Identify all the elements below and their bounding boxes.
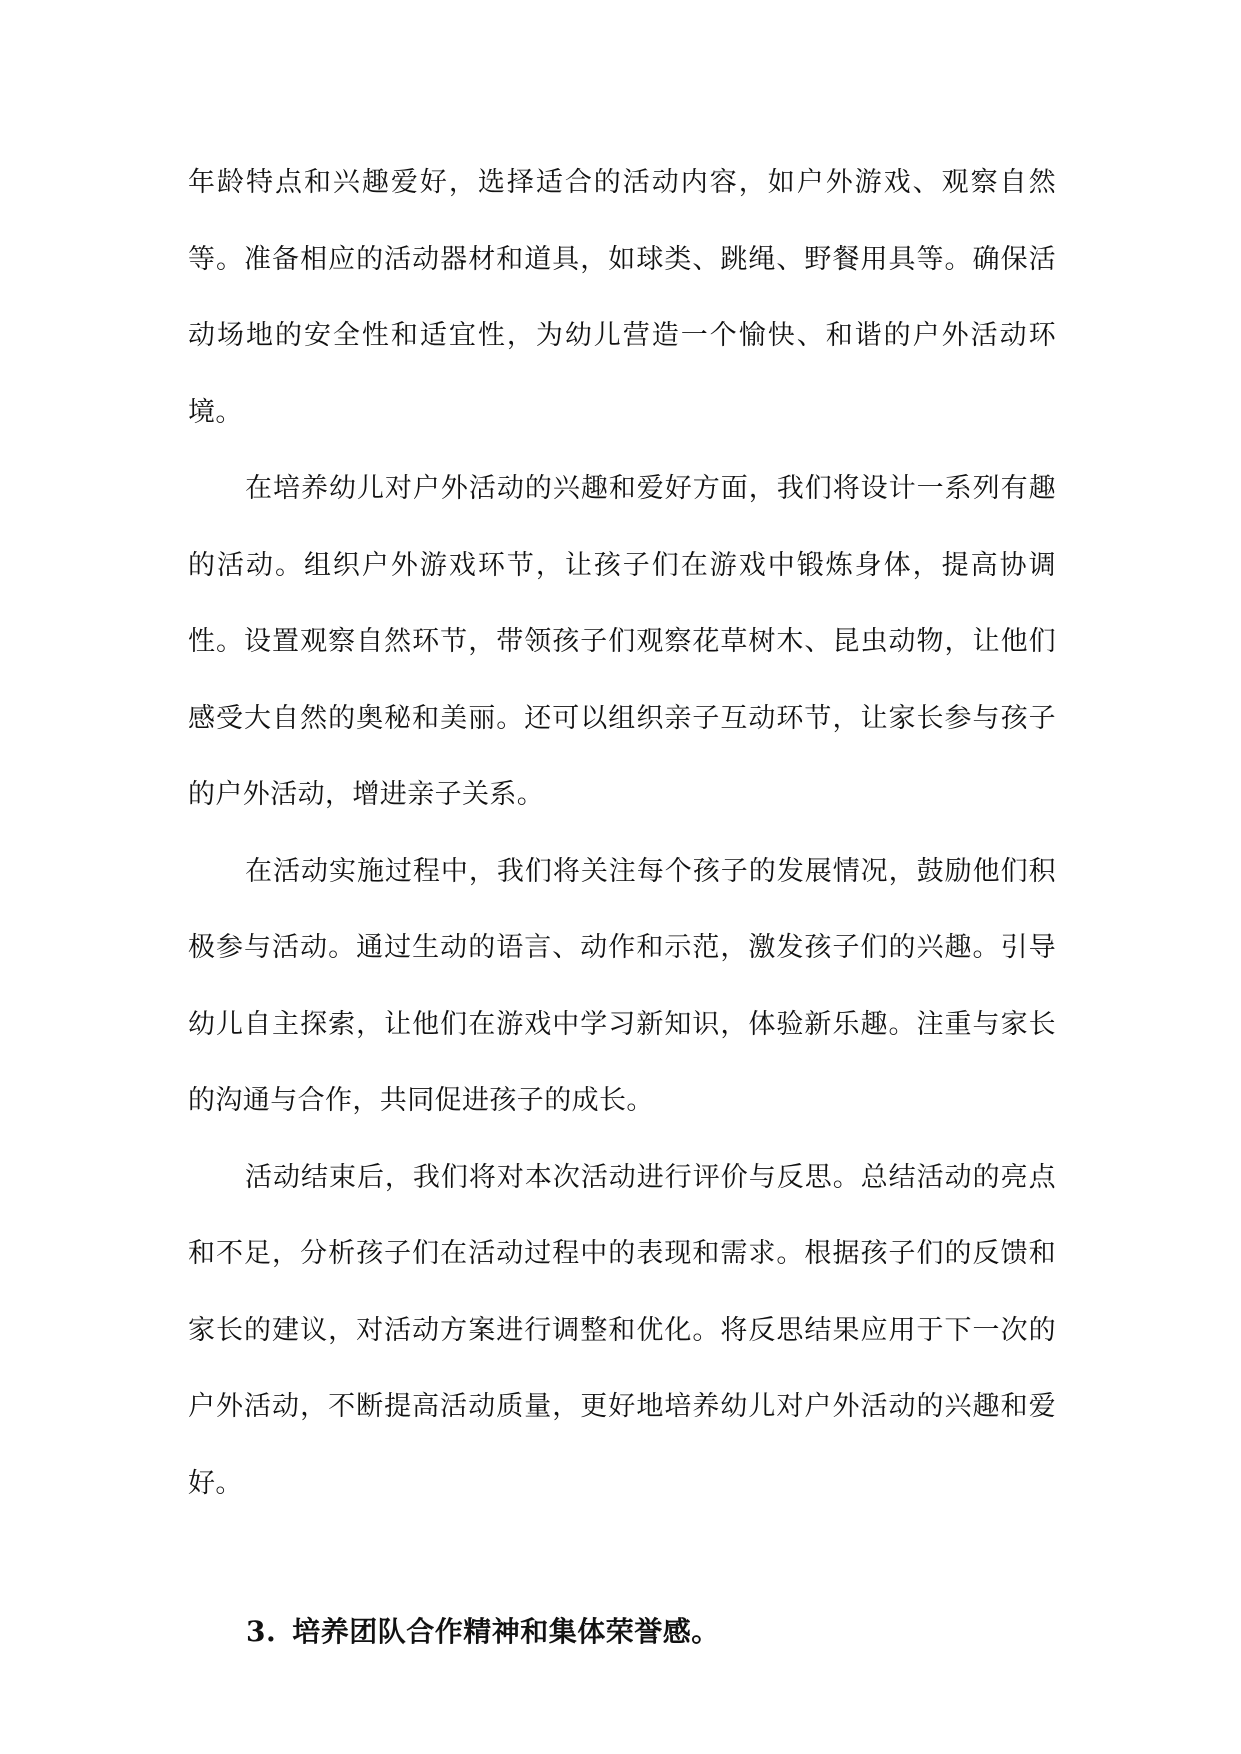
section-heading [246, 1612, 720, 1652]
section-number: 3. [246, 1615, 277, 1648]
paragraph-interest: 在培养幼儿对户外活动的兴趣和爱好方面，我们将设计一系列有趣的活动。组织户外游戏环节，让孩子们在游戏中锻炼身体，提高协调性。设置观察自然环节，带领孩子们观察花草树木、昆虫动物，让他们感受大自然的奥秘和美丽。还可以组织亲子互动环节，让家长参与孩子的户外活动，增进亲子关系。 [188, 473, 1056, 810]
paragraph-implementation: 在活动实施过程中，我们将关注每个孩子的发展情况，鼓励他们积极参与活动。通过生动的语言、动作和示范，激发孩子们的兴趣。引导幼儿自主探索，让他们在游戏中学习新知识，体验新乐趣。注重与家长的沟通与合作，共同促进孩子的成长。 [188, 855, 1056, 1116]
section-title: 培养团队合作精神和集体荣誉感。 [292, 1615, 720, 1648]
paragraph-reflection: 活动结束后，我们将对本次活动进行评价与反思。总结活动的亮点和不足，分析孩子们在活动过程中的表现和需求。根据孩子们的反馈和家长的建议，对活动方案进行调整和优化。将反思结果应用于下一次的户外活动，不断提高活动质量，更好地培养幼儿对户外活动的兴趣和爱好。 [188, 1161, 1056, 1499]
paragraph-continuation: 年龄特点和兴趣爱好，选择适合的活动内容，如户外游戏、观察自然等。准备相应的活动器材和道具，如球类、跳绳、野餐用具等。确保活动场地的安全性和适宜性，为幼儿营造一个愉快、和谐的户外活动环境。 [188, 167, 1056, 428]
document-body [188, 145, 1056, 1522]
